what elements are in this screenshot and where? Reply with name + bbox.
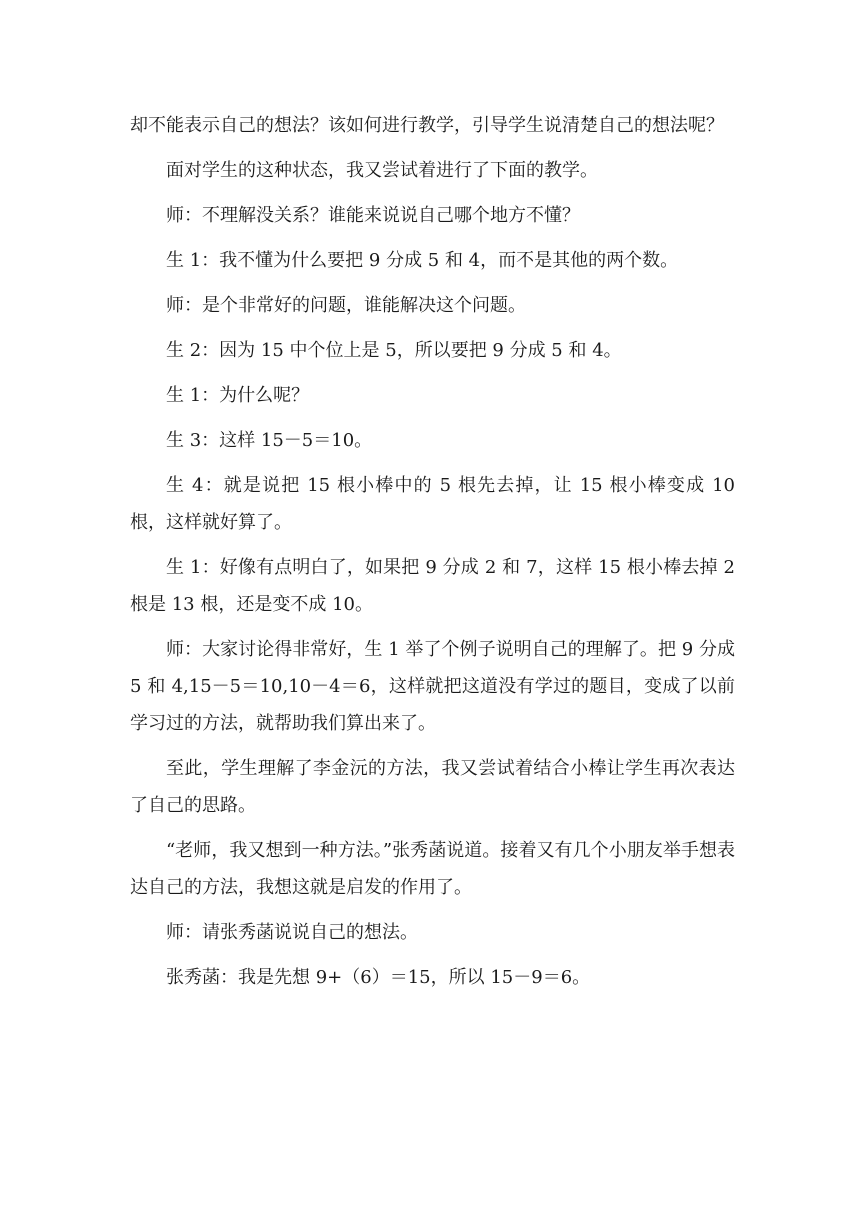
dialogue-teacher: 师：请张秀菡说说自己的想法。	[166, 922, 418, 943]
dialogue-teacher: 师：是个非常好的问题，谁能解决这个问题。	[166, 295, 526, 316]
dialogue-student: 生 4：就是说把 15 根小棒中的 5 根先去掉，让 15 根小棒变成 10 根，这样就好算了。	[130, 475, 735, 533]
document-body	[130, 107, 735, 1004]
paragraph: 至此，学生理解了李金沅的方法，我又尝试着结合小棒让学生再次表达了自己的思路。	[130, 758, 735, 816]
dialogue-student: 生 1：我不懂为什么要把 9 分成 5 和 4，而不是其他的两个数。	[166, 250, 679, 271]
dialogue-student: 生 1：好像有点明白了，如果把 9 分成 2 和 7，这样 15 根小棒去掉 2 根是 13 根，还是变不成 10。	[130, 557, 735, 615]
dialogue-student: 生 1：为什么呢？	[166, 385, 310, 406]
dialogue-student: 生 2：因为 15 中个位上是 5，所以要把 9 分成 5 和 4。	[166, 340, 622, 361]
dialogue-teacher: 师：不理解没关系？谁能来说说自己哪个地方不懂？	[166, 205, 580, 226]
paragraph: 面对学生的这种状态，我又尝试着进行了下面的教学。	[166, 160, 598, 181]
dialogue-student: 生 3：这样 15－5＝10。	[166, 430, 373, 451]
dialogue-student: 张秀菡：我是先想 9+（6）＝15，所以 15－9＝6。	[166, 967, 591, 988]
paragraph: “老师，我又想到一种方法。”张秀菡说道。接着又有几个小朋友举手想表达自己的方法，我想这就是启发的作用了。	[130, 840, 735, 898]
paragraph-continuation: 却不能表示自己的想法？该如何进行教学，引导学生说清楚自己的想法呢？	[130, 115, 724, 136]
dialogue-teacher: 师：大家讨论得非常好，生 1 举了个例子说明自己的理解了。把 9 分成 5 和 4,15－5＝10,10－4＝6，这样就把这道没有学过的题目，变成了以前学习过的方法，就帮助我们算出来了。	[130, 639, 735, 734]
